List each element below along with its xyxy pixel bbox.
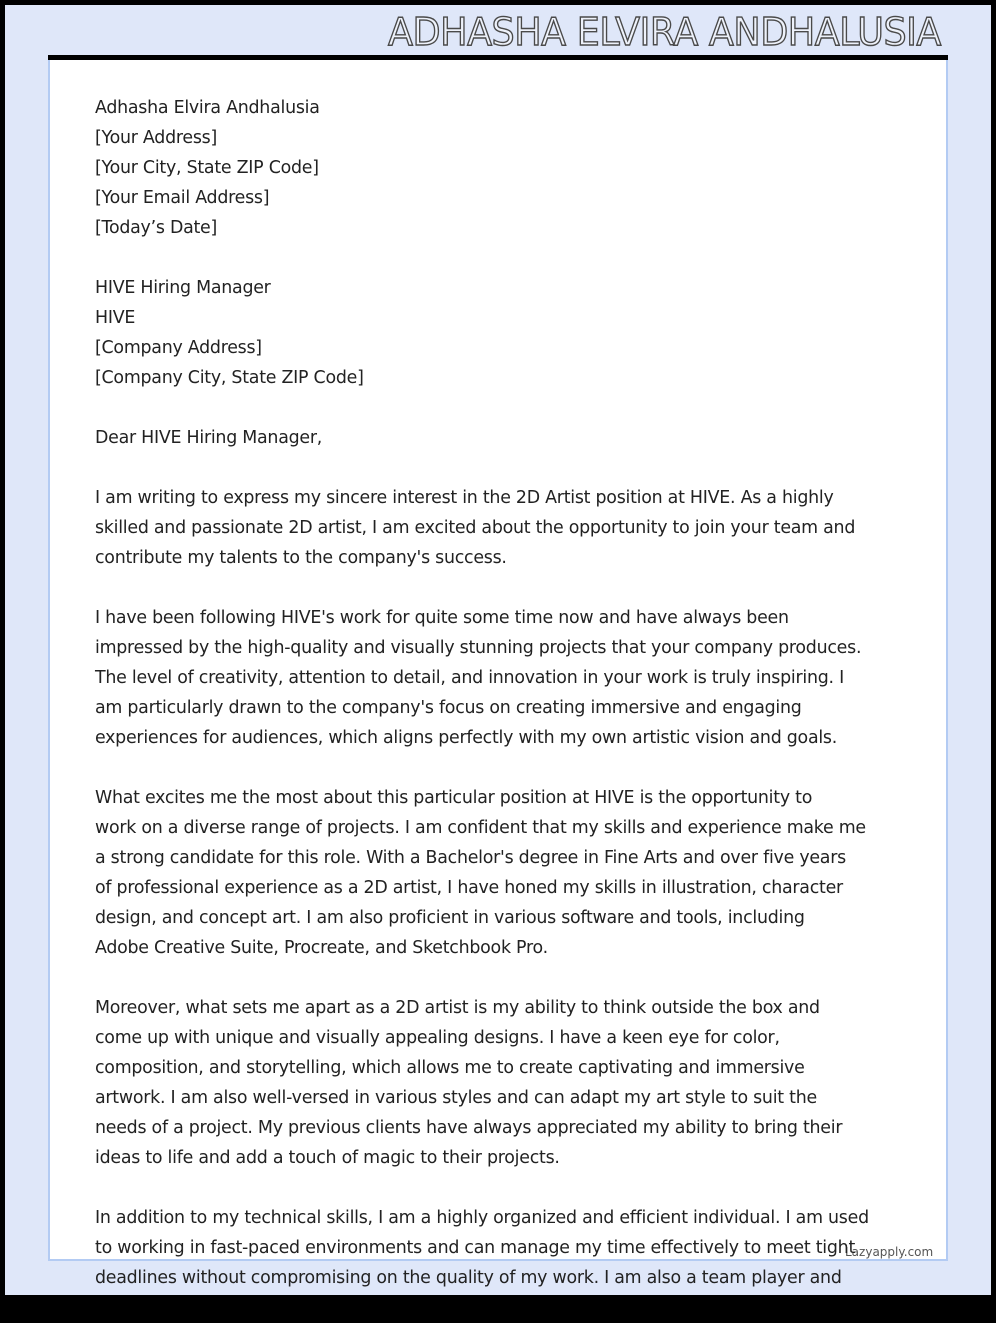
body-paragraph-2	[95, 603, 895, 753]
recipient-title: HIVE Hiring Manager	[95, 278, 271, 298]
paragraph-line: The level of creativity, attention to detail, and innovation in your work is truly inspiring. I	[95, 668, 844, 688]
header-name: ADHASHA ELVIRA ANDHALUSIA	[388, 10, 941, 54]
sender-name: Adhasha Elvira Andhalusia	[95, 98, 320, 118]
recipient-company: HIVE	[95, 308, 136, 328]
body-paragraph-1	[95, 483, 895, 573]
greeting-text: Dear HIVE Hiring Manager,	[95, 428, 323, 448]
sender-email: [Your Email Address]	[95, 188, 270, 208]
paragraph-line: a strong candidate for this role. With a Bachelor's degree in Fine Arts and over five years	[95, 848, 846, 868]
paragraph-line: I am writing to express my sincere interest in the 2D Artist position at HIVE. As a highly	[95, 488, 834, 508]
sender-date: [Today’s Date]	[95, 218, 218, 238]
paragraph-line: deadlines without compromising on the quality of my work. I am also a team player and	[95, 1268, 842, 1288]
paragraph-line: work on a diverse range of projects. I am confident that my skills and experience make me	[95, 818, 866, 838]
paragraph-line: impressed by the high-quality and visually stunning projects that your company produces.	[95, 638, 862, 658]
recipient-address: [Company Address]	[95, 338, 262, 358]
paragraph-line: am particularly drawn to the company's focus on creating immersive and engaging	[95, 698, 802, 718]
letter-content	[95, 93, 895, 1323]
paragraph-line: come up with unique and visually appealing designs. I have a keen eye for color,	[95, 1028, 780, 1048]
paragraph-line: artwork. I am also well-versed in various styles and can adapt my art style to suit the	[95, 1088, 817, 1108]
watermark: Lazyapply.com	[845, 1245, 934, 1259]
body-paragraph-3	[95, 783, 895, 963]
paragraph-line: composition, and storytelling, which allows me to create captivating and immersive	[95, 1058, 805, 1078]
greeting	[95, 423, 895, 453]
paragraph-line: to working in fast-paced environments and can manage my time effectively to meet tight	[95, 1238, 856, 1258]
recipient-city: [Company City, State ZIP Code]	[95, 368, 364, 388]
paragraph-line: contribute my talents to the company's success.	[95, 548, 507, 568]
body-paragraph-5	[95, 1203, 895, 1293]
paragraph-line: design, and concept art. I am also proficient in various software and tools, including	[95, 908, 805, 928]
paragraph-line: needs of a project. My previous clients have always appreciated my ability to bring their	[95, 1118, 843, 1138]
sender-city: [Your City, State ZIP Code]	[95, 158, 319, 178]
paragraph-line: experiences for audiences, which aligns perfectly with my own artistic vision and goals.	[95, 728, 838, 748]
paragraph-line: Moreover, what sets me apart as a 2D artist is my ability to think outside the box and	[95, 998, 820, 1018]
paragraph-line: ideas to life and add a touch of magic to their projects.	[95, 1148, 560, 1168]
sender-address: [Your Address]	[95, 128, 217, 148]
paragraph-line: In addition to my technical skills, I am a highly organized and efficient individual. I am used	[95, 1208, 869, 1228]
paragraph-line: What excites me the most about this particular position at HIVE is the opportunity to	[95, 788, 813, 808]
paragraph-line: Adobe Creative Suite, Procreate, and Sketchbook Pro.	[95, 938, 548, 958]
body-paragraph-4	[95, 993, 895, 1173]
paragraph-line: of professional experience as a 2D artist, I have honed my skills in illustration, character	[95, 878, 843, 898]
recipient-block	[95, 273, 895, 393]
sender-block	[95, 93, 895, 243]
paragraph-line: I have been following HIVE's work for quite some time now and have always been	[95, 608, 789, 628]
paragraph-line: skilled and passionate 2D artist, I am excited about the opportunity to join your team and	[95, 518, 856, 538]
